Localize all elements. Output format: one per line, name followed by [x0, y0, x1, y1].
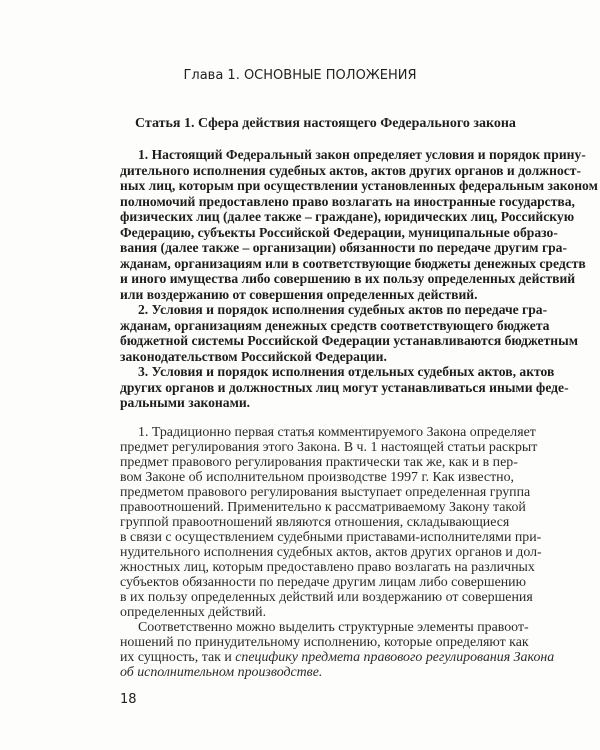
law-line: физических лиц (далее также – граждане), юридических лиц, Российскую — [120, 209, 575, 224]
commentary-line: вом Законе об исполнительном производстве 1997 г. Как известно, — [120, 470, 515, 485]
page-number: 18 — [120, 692, 137, 707]
commentary-text — [120, 425, 555, 680]
chapter-title: Глава 1. ОСНОВНЫЕ ПОЛОЖЕНИЯ — [183, 68, 417, 83]
commentary-line: группой правоотношений являются отношения, складывающиеся — [120, 515, 510, 530]
commentary-line: ношений по принудительному исполнению, которые определяют как — [120, 635, 529, 650]
commentary-italic-run: об исполнительном производстве. — [120, 665, 323, 680]
commentary-line: 1. Традиционно первая статья комментируемого Закона определяет — [138, 425, 536, 440]
law-line: ральными законами. — [120, 395, 251, 410]
commentary-line: в их пользу определенных действий или воздержанию от совершения — [120, 590, 533, 605]
law-text — [120, 147, 598, 411]
law-line: жданам, организациям денежных средств соответствующего бюджета — [120, 317, 550, 333]
law-line: дительного исполнения судебных актов, актов других органов и должност- — [120, 162, 581, 178]
law-line: жданам, организациям или в соответствующие бюджеты денежных средств — [120, 255, 586, 271]
commentary-line: определенных действий. — [120, 605, 267, 620]
commentary-line: в связи с осуществлением судебными приставами-исполнителями при- — [120, 530, 542, 545]
commentary-line: Соответственно можно выделить структурные элементы правоот- — [138, 620, 529, 635]
law-line: 3. Условия и порядок исполнения отдельных судебных актов, актов — [138, 364, 555, 379]
commentary-line — [120, 650, 555, 665]
law-line: вания (далее также – организации) обязанности по передаче другим гра- — [120, 240, 568, 255]
law-line: законодательством Российской Федерации. — [120, 348, 387, 364]
commentary-line: жностных лиц, которым предоставлено право возлагать на различных — [120, 560, 535, 575]
commentary-line: нудительного исполнения судебных актов, актов других органов и дол- — [120, 545, 542, 560]
commentary-text-run: их сущность, так и — [120, 650, 236, 665]
article-title: Статья 1. Сфера действия настоящего Федерального закона — [135, 116, 516, 131]
law-line: 2. Условия и порядок исполнения судебных актов по передаче гра- — [138, 302, 548, 317]
commentary-line: субъектов обязанности по передаче другим лицам либо совершению — [120, 575, 526, 590]
commentary-line: предмет регулирования этого Закона. В ч. 1 настоящей статьи раскрыт — [120, 440, 538, 455]
commentary-italic-run: специфику предмета правового регулирования Закона — [235, 650, 555, 665]
commentary-line: правоотношений. Применительно к рассматриваемому Закону такой — [120, 500, 526, 515]
law-line: или воздержанию от совершения определенных действий. — [120, 286, 478, 302]
law-line: других органов и должностных лиц могут устанавливаться иными феде- — [120, 379, 569, 395]
law-line: и иного имущества либо совершению в их пользу определенных действий — [120, 271, 576, 286]
law-line: ных лиц, которым при осуществлении установленных федеральным законом — [120, 178, 598, 193]
law-line: Федерацию, субъекты Российской Федерации, муниципальные образо- — [120, 224, 558, 240]
commentary-line: предмет правового регулирования практически так же, как и в пер- — [120, 455, 518, 470]
law-line: полномочий предоставлено право возлагать на иностранные государства, — [120, 193, 575, 209]
commentary-line: предметом правового регулирования выступает определенная группа — [120, 485, 531, 500]
law-line: бюджетной системы Российской Федерации устанавливаются бюджетным — [120, 333, 578, 348]
law-line: 1. Настоящий Федеральный закон определяет условия и порядок прину- — [138, 147, 586, 162]
commentary-line — [120, 665, 496, 680]
